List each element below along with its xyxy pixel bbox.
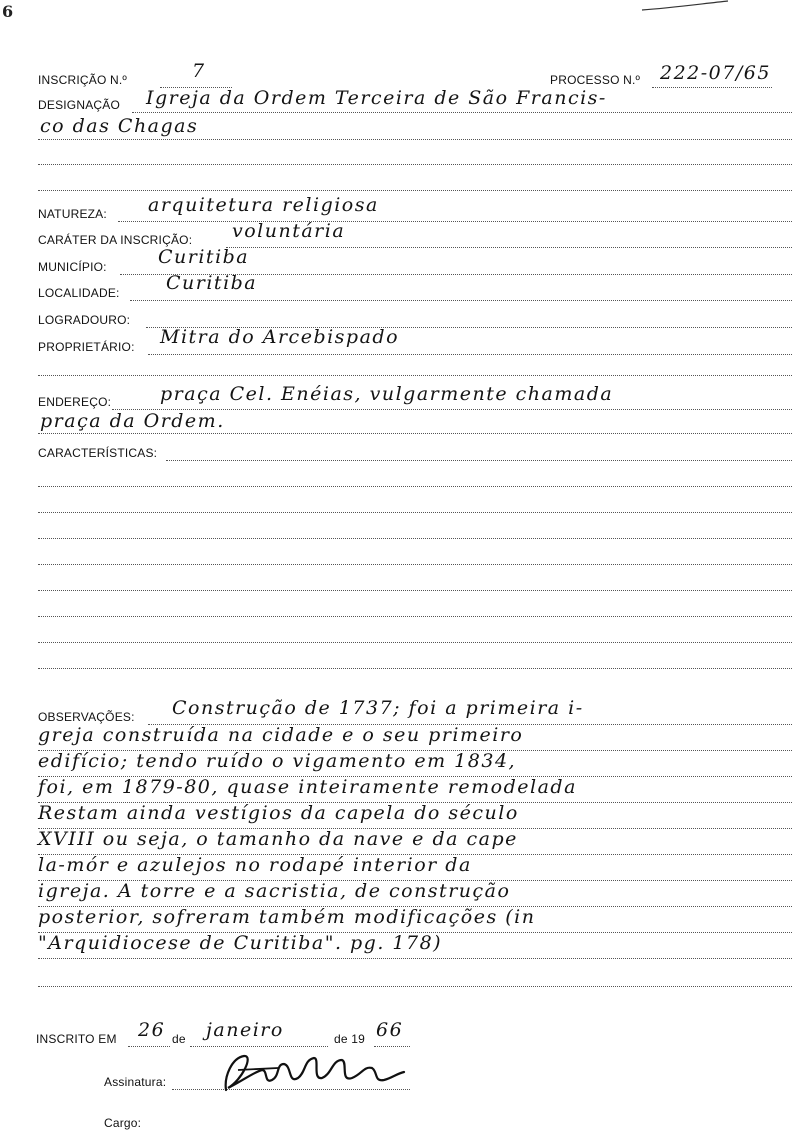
- proprietario-line: [148, 354, 792, 355]
- caracteristicas-line-3: [38, 512, 792, 513]
- inscrito-em-label: INSCRITO EM: [36, 1032, 117, 1046]
- endereco-value-line-2: praça da Ordem.: [40, 410, 225, 432]
- inscricao-label: INSCRIÇÃO N.º: [38, 73, 127, 87]
- proprietario-label: PROPRIETÁRIO:: [38, 340, 135, 354]
- designacao-line-2: [38, 139, 792, 140]
- localidade-line: [130, 300, 792, 301]
- caracteristicas-line-5: [38, 564, 792, 565]
- designacao-value-line-1: Igreja da Ordem Terceira de São Francis-: [146, 87, 607, 109]
- carater-line: [226, 247, 792, 248]
- designacao-line-3: [38, 164, 792, 165]
- localidade-label: LOCALIDADE:: [38, 286, 120, 300]
- observacoes-value-line-3: edifício; tendo ruído o vigamento em 1834,: [38, 750, 517, 772]
- inscrito-dia-value: 26: [138, 1019, 166, 1041]
- observacoes-value-line-2: greja construída na cidade e o seu primeiro: [38, 724, 524, 746]
- designacao-label: DESIGNAÇÃO: [38, 98, 121, 112]
- carater-value: voluntária: [232, 220, 346, 242]
- observacoes-label: OBSERVAÇÕES:: [38, 710, 135, 724]
- inscrito-ano-value: 66: [376, 1019, 404, 1041]
- corner-stroke: [640, 0, 730, 14]
- caracteristicas-label: CARACTERÍSTICAS:: [38, 446, 158, 460]
- carater-label: CARÁTER DA INSCRIÇÃO:: [38, 233, 193, 247]
- page-number: 6: [2, 2, 14, 21]
- observacoes-line-11: [38, 986, 792, 987]
- inscrito-de-label-2: de 19: [334, 1032, 366, 1046]
- natureza-line: [118, 221, 792, 222]
- caracteristicas-line-6: [38, 590, 792, 591]
- processo-line: [652, 87, 772, 88]
- proprietario-line-2: [38, 375, 792, 376]
- processo-label: PROCESSO N.º: [550, 73, 641, 87]
- endereco-line-2: [38, 433, 792, 434]
- caracteristicas-line-8: [38, 642, 792, 643]
- inscrito-mes-value: janeiro: [206, 1019, 284, 1041]
- caracteristicas-line-7: [38, 616, 792, 617]
- logradouro-label: LOGRADOURO:: [38, 313, 131, 327]
- natureza-label: NATUREZA:: [38, 207, 107, 221]
- caracteristicas-line-2: [38, 486, 792, 487]
- designacao-line-4: [38, 190, 792, 191]
- caracteristicas-line-9: [38, 668, 792, 669]
- signature: [214, 1050, 410, 1098]
- proprietario-value: Mitra do Arcebispado: [160, 326, 400, 348]
- observacoes-value-line-5: Restam ainda vestígios da capela do século: [38, 802, 519, 824]
- assinatura-label: Assinatura:: [104, 1075, 167, 1089]
- localidade-value: Curitiba: [166, 272, 258, 294]
- observacoes-value-line-4: foi, em 1879-80, quase inteiramente remodelada: [38, 776, 577, 798]
- designacao-value-line-2: co das Chagas: [40, 115, 199, 137]
- municipio-value: Curitiba: [158, 246, 250, 268]
- caracteristicas-line-1: [166, 460, 792, 461]
- processo-value: 222-07/65: [660, 62, 771, 84]
- designacao-line-1: [132, 112, 792, 113]
- cargo-label: Cargo:: [104, 1116, 142, 1130]
- observacoes-value-line-6: XVIII ou seja, o tamanho da nave e da cape: [38, 828, 518, 850]
- municipio-label: MUNICÍPIO:: [38, 260, 107, 274]
- inscrito-mes-line: [190, 1046, 328, 1047]
- observacoes-value-line-1: Construção de 1737; foi a primeira i-: [172, 697, 584, 719]
- inscricao-value: 7: [192, 60, 206, 82]
- inscrito-ano-line: [374, 1046, 410, 1047]
- endereco-label: ENDEREÇO:: [38, 395, 112, 409]
- observacoes-value-line-10: "Arquidiocese de Curitiba". pg. 178): [38, 932, 443, 954]
- natureza-value: arquitetura religiosa: [148, 194, 379, 216]
- observacoes-value-line-7: la-mór e azulejos no rodapé interior da: [38, 854, 472, 876]
- inscrito-de-label-1: de: [172, 1032, 186, 1046]
- endereco-value-line-1: praça Cel. Enéias, vulgarmente chamada: [160, 383, 614, 405]
- caracteristicas-line-4: [38, 538, 792, 539]
- observacoes-value-line-9: posterior, sofreram também modificações (in: [38, 906, 536, 928]
- inscrito-dia-line: [128, 1046, 170, 1047]
- observacoes-line-10: [38, 958, 792, 959]
- observacoes-value-line-8: igreja. A torre e a sacristia, de construção: [38, 880, 511, 902]
